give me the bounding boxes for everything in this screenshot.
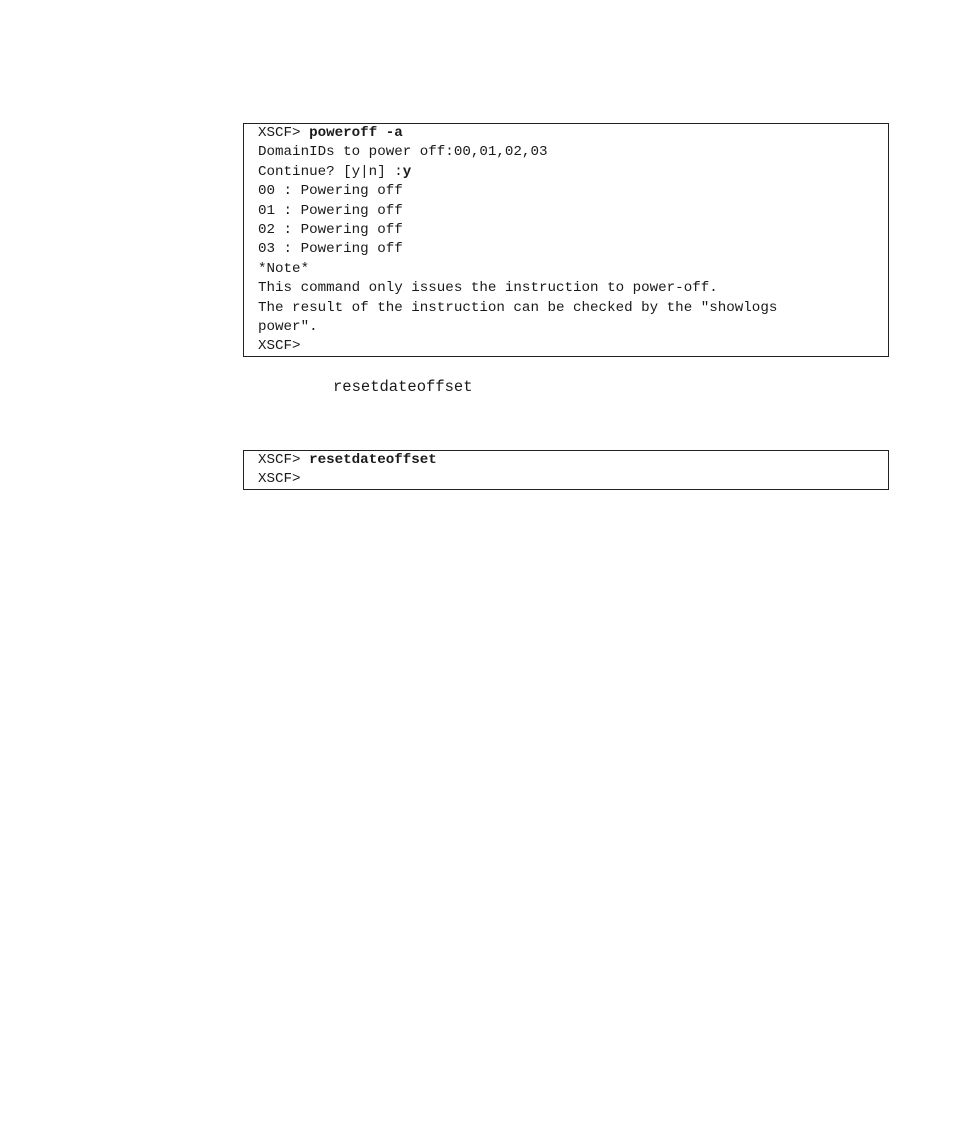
- code-line: 01 : Powering off: [258, 202, 403, 219]
- code-line: DomainIDs to power off:00,01,02,03: [258, 144, 548, 161]
- code-line: [258, 451, 888, 470]
- section-caption: resetdateoffset: [333, 378, 473, 396]
- code-line: power".: [258, 318, 318, 335]
- command-text: poweroff -a: [309, 125, 403, 141]
- code-line: *Note*: [258, 260, 310, 277]
- code-line: [258, 124, 888, 143]
- code-line: 00 : Powering off: [258, 183, 403, 200]
- code-block-resetdateoffset: [243, 450, 889, 490]
- prompt-text: Continue? [y|n] :: [258, 163, 403, 180]
- code-block-poweroff: [243, 123, 889, 357]
- code-line: 02 : Powering off: [258, 221, 403, 238]
- prompt-text: XSCF>: [258, 452, 310, 468]
- code-line: The result of the instruction can be checked by the "showlogs: [258, 299, 778, 316]
- code-line: This command only issues the instruction to power-off.: [258, 280, 718, 297]
- prompt-text: XSCF>: [258, 125, 310, 141]
- code-line: XSCF>: [258, 471, 301, 488]
- user-input-text: y: [402, 163, 412, 180]
- code-line: 03 : Powering off: [258, 241, 403, 258]
- command-text: resetdateoffset: [309, 452, 437, 468]
- code-line: [258, 163, 888, 182]
- code-line: XSCF>: [258, 338, 301, 355]
